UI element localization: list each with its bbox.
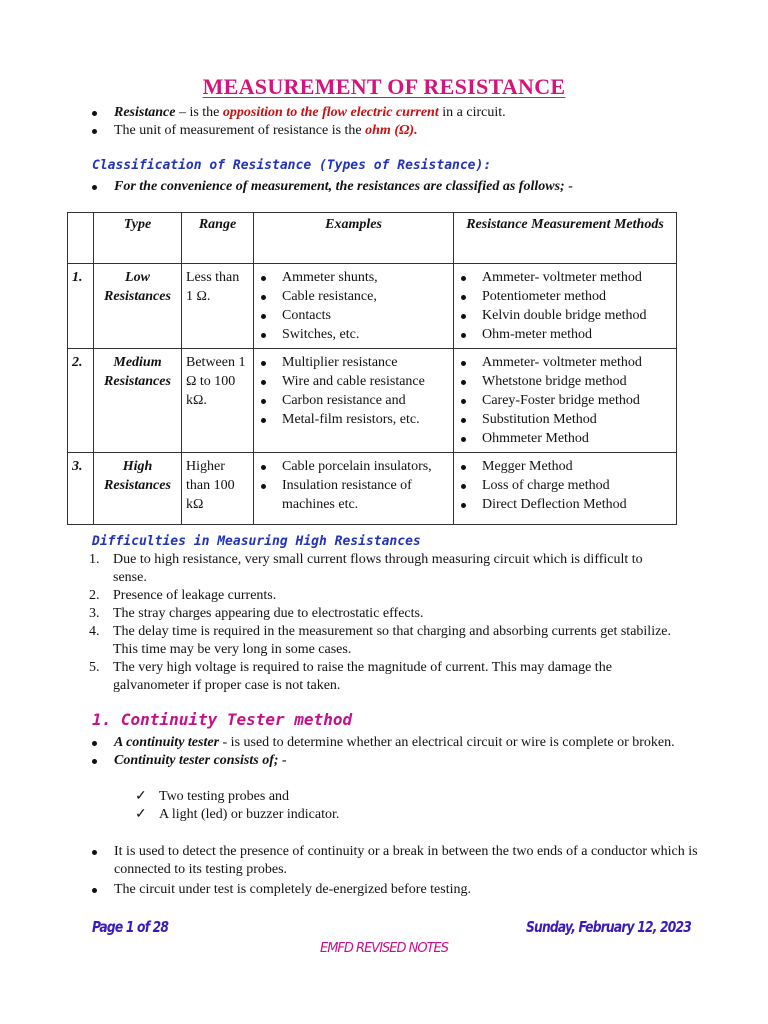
list-item: Direct Deflection Method — [458, 495, 672, 514]
row-range: Between 1 Ω to 100 kΩ. — [182, 349, 254, 453]
row-range: Less than 1 Ω. — [182, 264, 254, 349]
list-item: ✓ Two testing probes and — [135, 789, 290, 804]
row-examples — [254, 349, 454, 453]
row-methods — [454, 349, 677, 453]
row-examples — [254, 453, 454, 525]
intro-bullet-definition — [90, 104, 710, 122]
list-item: Multiplier resistance — [258, 353, 449, 372]
list-item: Contacts — [258, 306, 449, 325]
classification-heading: Classification of Resistance (Types of Resistance): — [92, 158, 492, 173]
term-resistance: Resistance — [114, 105, 176, 120]
list-item: Switches, etc. — [258, 325, 449, 344]
intro-rest: in a circuit. — [438, 105, 506, 120]
resistance-table — [67, 212, 677, 525]
check-icon: ✓ — [135, 807, 147, 822]
list-item: ✓ A light (led) or buzzer indicator. — [135, 807, 340, 822]
unit-highlight: ohm (Ω). — [365, 123, 418, 138]
list-item: Wire and cable resistance — [258, 372, 449, 391]
list-item: 4. The delay time is required in the measurement so that charging and absorbing currents get stabilize. This time may be very long in some cases. — [89, 624, 672, 657]
row-index: 2. — [68, 349, 94, 453]
row-examples — [254, 264, 454, 349]
list-item: 1. Due to high resistance, very small current flows through measuring circuit which is difficult to sense. — [89, 552, 643, 585]
intro-dash: – is the — [175, 105, 223, 120]
continuity-bullet-detect: It is used to detect the presence of continuity or a break in between the two ends of a conductor which is connected to its testing probes. — [90, 843, 710, 879]
footer-date: Sunday, February 12, 2023 — [526, 918, 692, 936]
list-item: Megger Method — [458, 457, 672, 476]
table-row — [68, 264, 677, 349]
list-item: 5. The very high voltage is required to raise the magnitude of current. This may damage the galvanometer if proper case is not taken. — [89, 660, 612, 693]
continuity-list-2 — [90, 843, 710, 899]
list-item: Carey-Foster bridge method — [458, 391, 672, 410]
header-examples: Examples — [254, 213, 454, 264]
difficulties-list — [89, 551, 679, 695]
list-item: Cable resistance, — [258, 287, 449, 306]
row-type: Medium Resistances — [94, 349, 182, 453]
list-item: Ohmmeter Method — [458, 429, 672, 448]
classification-list — [90, 178, 710, 196]
footer-notes-label: EMFD REVISED NOTES — [320, 941, 448, 956]
header-type: Type — [94, 213, 182, 264]
continuity-checklist — [99, 788, 695, 824]
header-index — [68, 213, 94, 264]
page-number: Page 1 of 28 — [92, 918, 169, 936]
list-item: Kelvin double bridge method — [458, 306, 672, 325]
intro-bullet-unit — [90, 122, 710, 140]
continuity-list — [90, 734, 710, 770]
list-item: Ammeter shunts, — [258, 268, 449, 287]
classification-bullet: For the convenience of measurement, the resistances are classified as follows; - — [90, 178, 710, 196]
list-item: 3. The stray charges appearing due to electrostatic effects. — [89, 606, 424, 621]
list-item: Whetstone bridge method — [458, 372, 672, 391]
continuity-bullet-definition: A continuity tester - is used to determine whether an electrical circuit or wire is complete or broken. — [90, 734, 710, 752]
page-title: MEASUREMENT OF RESISTANCE — [202, 74, 566, 99]
unit-text: The unit of measurement of resistance is the — [114, 123, 366, 138]
list-item: Insulation resistance of machines etc. — [258, 476, 449, 514]
list-item: Ohm-meter method — [458, 325, 672, 344]
continuity-bullet-deenergized: The circuit under test is completely de-energized before testing. — [90, 881, 710, 899]
table-row — [68, 453, 677, 525]
header-methods: Resistance Measurement Methods — [454, 213, 677, 264]
list-item: 2. Presence of leakage currents. — [89, 588, 277, 603]
row-index: 1. — [68, 264, 94, 349]
list-item: Ammeter- voltmeter method — [458, 268, 672, 287]
list-item: Substitution Method — [458, 410, 672, 429]
continuity-bullet-consists: Continuity tester consists of; - — [90, 752, 710, 770]
row-range: Higher than 100 kΩ — [182, 453, 254, 525]
list-item: Cable porcelain insulators, — [258, 457, 449, 476]
list-item: Ammeter- voltmeter method — [458, 353, 672, 372]
difficulties-heading: Difficulties in Measuring High Resistances — [92, 534, 421, 549]
row-type: High Resistances — [94, 453, 182, 525]
list-item: Potentiometer method — [458, 287, 672, 306]
row-type: Low Resistances — [94, 264, 182, 349]
row-methods — [454, 453, 677, 525]
list-item: Loss of charge method — [458, 476, 672, 495]
table-header-row — [68, 213, 677, 264]
definition-highlight: opposition to the flow electric current — [222, 105, 439, 120]
table-row — [68, 349, 677, 453]
intro-list — [90, 104, 710, 140]
list-item: Carbon resistance and — [258, 391, 449, 410]
continuity-heading: 1. Continuity Tester method — [92, 710, 353, 729]
header-range: Range — [182, 213, 254, 264]
row-index: 3. — [68, 453, 94, 525]
list-item: Metal-film resistors, etc. — [258, 410, 449, 429]
row-methods — [454, 264, 677, 349]
check-icon: ✓ — [135, 789, 147, 804]
